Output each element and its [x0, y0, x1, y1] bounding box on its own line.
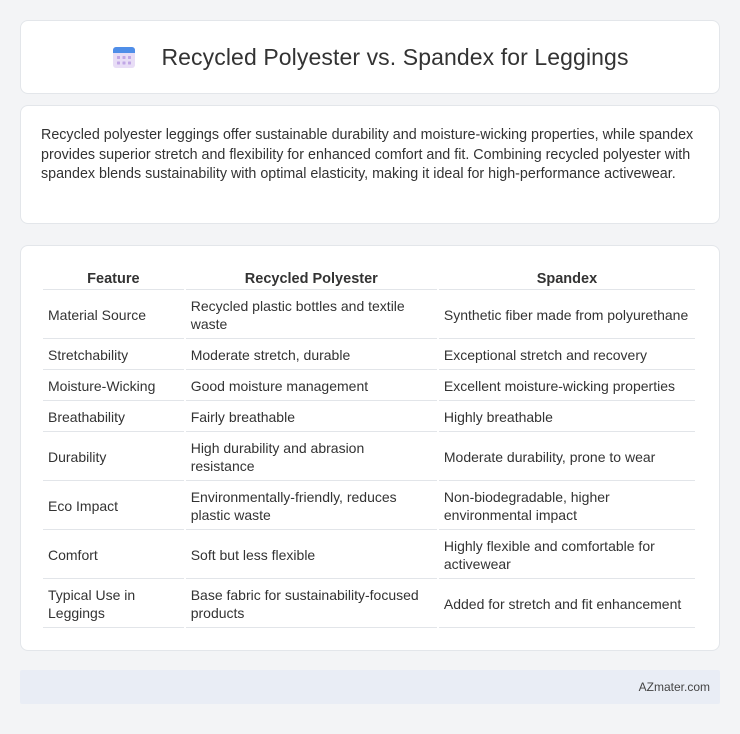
calendar-icon [111, 44, 137, 70]
polyester-cell: Soft but less flexible [186, 532, 437, 579]
polyester-cell: Environmentally-friendly, reduces plastic waste [186, 483, 437, 530]
spandex-cell: Highly flexible and comfortable for activewear [439, 532, 695, 579]
spandex-cell: Non-biodegradable, higher environmental impact [439, 483, 695, 530]
footer-site-link[interactable]: AZmater.com [638, 680, 710, 694]
polyester-cell: Fairly breathable [186, 403, 437, 432]
table-row [43, 434, 695, 481]
table-row [43, 403, 695, 432]
feature-cell: Durability [43, 434, 184, 481]
polyester-cell: Recycled plastic bottles and textile waste [186, 292, 437, 339]
header-feature: Feature [43, 268, 184, 290]
feature-cell: Eco Impact [43, 483, 184, 530]
title-card [20, 20, 720, 94]
polyester-cell: Moderate stretch, durable [186, 341, 437, 370]
intro-text: Recycled polyester leggings offer sustainable durability and moisture-wicking properties, while spandex provides superior stretch and flexibility for enhanced comfort and fit. Combining recycled polyester with spandex blends sustainability with optimal elasticity, making it ideal for high-performance activewear. [41, 127, 694, 182]
polyester-cell: Base fabric for sustainability-focused products [186, 581, 437, 628]
table-row [43, 341, 695, 370]
table-row [43, 483, 695, 530]
spandex-cell: Added for stretch and fit enhancement [439, 581, 695, 628]
feature-cell: Breathability [43, 403, 184, 432]
table-row [43, 292, 695, 339]
comparison-table-card [20, 245, 720, 651]
table-row [43, 372, 695, 401]
polyester-cell: Good moisture management [186, 372, 437, 401]
table-row [43, 581, 695, 628]
feature-cell: Material Source [43, 292, 184, 339]
feature-cell: Typical Use in Leggings [43, 581, 184, 628]
spandex-cell: Exceptional stretch and recovery [439, 341, 695, 370]
feature-cell: Stretchability [43, 341, 184, 370]
footer [20, 670, 720, 704]
header-recycled-polyester: Recycled Polyester [186, 268, 437, 290]
polyester-cell: High durability and abrasion resistance [186, 434, 437, 481]
table-row [43, 532, 695, 579]
spandex-cell: Highly breathable [439, 403, 695, 432]
feature-cell: Comfort [43, 532, 184, 579]
header-spandex: Spandex [439, 268, 695, 290]
table-header-row [43, 268, 695, 290]
spandex-cell: Excellent moisture-wicking properties [439, 372, 695, 401]
feature-cell: Moisture-Wicking [43, 372, 184, 401]
page-title: Recycled Polyester vs. Spandex for Leggings [161, 43, 629, 70]
spandex-cell: Moderate durability, prone to wear [439, 434, 695, 481]
intro-card [20, 105, 720, 224]
comparison-table [41, 266, 697, 630]
spandex-cell: Synthetic fiber made from polyurethane [439, 292, 695, 339]
